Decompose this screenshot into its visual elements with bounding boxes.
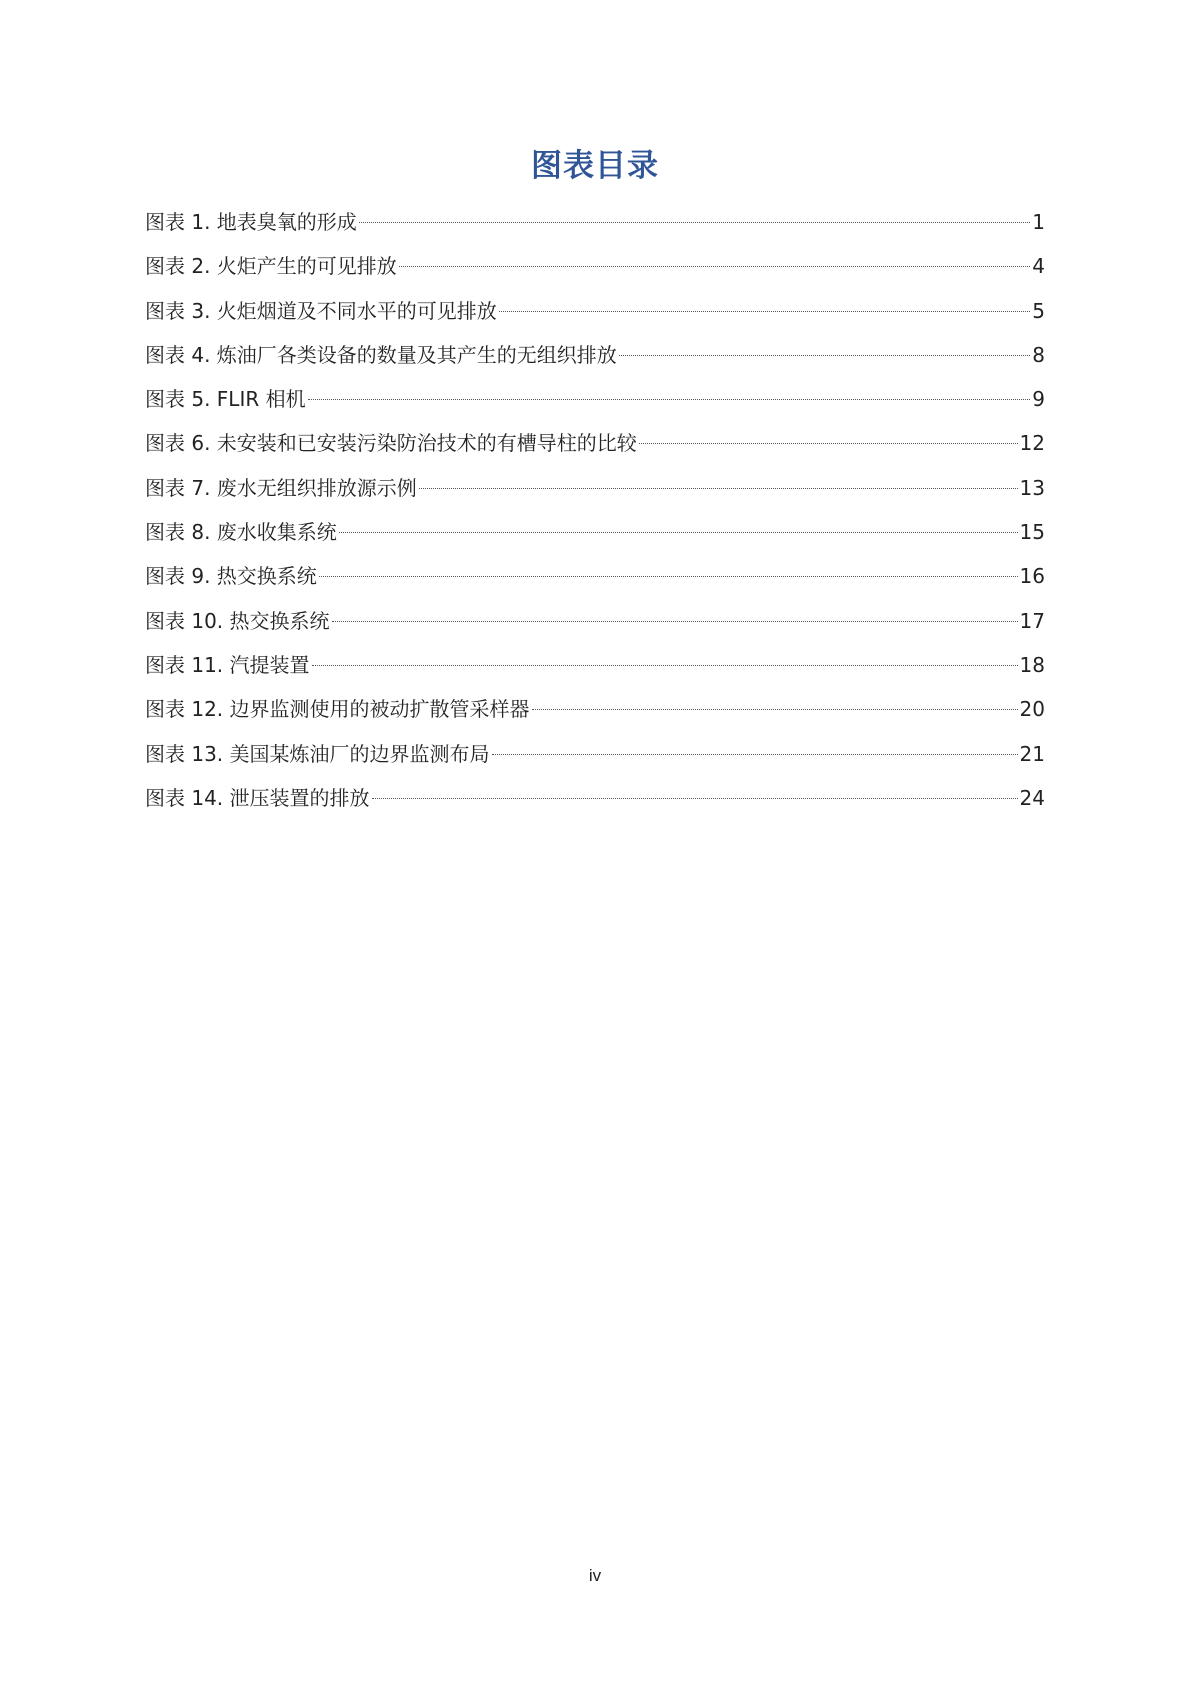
toc-entry-page: 18 — [1019, 652, 1045, 677]
toc-entry-page: 9 — [1032, 387, 1045, 412]
toc-entry[interactable] — [145, 289, 1045, 333]
toc-entry-label: 图表 11. 汽提装置 — [145, 652, 310, 677]
toc-entry[interactable] — [145, 643, 1045, 687]
toc-dot-leader — [308, 399, 1031, 400]
toc-entry-page: 24 — [1019, 785, 1045, 810]
toc-entry-page: 4 — [1032, 254, 1045, 279]
toc-dot-leader — [619, 355, 1030, 356]
toc-entry[interactable] — [145, 377, 1045, 421]
toc-entry-page: 1 — [1032, 210, 1045, 234]
toc-dot-leader — [312, 665, 1018, 666]
toc-entry-page: 13 — [1019, 475, 1045, 500]
toc-entry-page: 12 — [1019, 431, 1045, 456]
toc-dot-leader — [639, 443, 1018, 444]
toc-entry[interactable] — [145, 599, 1045, 643]
toc-dot-leader — [499, 311, 1030, 312]
toc-dot-leader — [332, 621, 1018, 622]
toc-entry-label: 图表 7. 废水无组织排放源示例 — [145, 475, 417, 500]
toc-entry-label: 图表 12. 边界监测使用的被动扩散管采样器 — [145, 697, 530, 722]
toc-entry[interactable] — [145, 732, 1045, 776]
toc-entry-page: 5 — [1032, 298, 1045, 323]
toc-entry-page: 16 — [1019, 564, 1045, 589]
toc-entry-page: 17 — [1019, 608, 1045, 633]
toc-entry[interactable] — [145, 554, 1045, 598]
toc-dot-leader — [339, 532, 1018, 533]
toc-entry-label: 图表 9. 热交换系统 — [145, 564, 317, 589]
toc-entry[interactable] — [145, 200, 1045, 244]
toc-entry-label: 图表 13. 美国某炼油厂的边界监测布局 — [145, 741, 490, 766]
toc-dot-leader — [419, 488, 1018, 489]
toc-entry-page: 20 — [1019, 697, 1045, 722]
toc-entry-label: 图表 3. 火炬烟道及不同水平的可见排放 — [145, 298, 497, 323]
page-title: 图表目录 — [531, 148, 659, 184]
table-of-figures — [145, 200, 1045, 820]
toc-dot-leader — [359, 222, 1030, 223]
toc-entry-label: 图表 2. 火炬产生的可见排放 — [145, 254, 397, 279]
toc-entry[interactable] — [145, 244, 1045, 288]
toc-entry-page: 15 — [1019, 520, 1045, 545]
toc-dot-leader — [399, 266, 1030, 267]
toc-entry-label: 图表 5. FLIR 相机 — [145, 387, 306, 412]
toc-entry[interactable] — [145, 333, 1045, 377]
toc-entry-page: 8 — [1032, 342, 1045, 367]
toc-entry-label: 图表 6. 未安装和已安装污染防治技术的有槽导柱的比较 — [145, 431, 637, 456]
toc-dot-leader — [492, 754, 1018, 755]
toc-entry-label: 图表 8. 废水收集系统 — [145, 520, 337, 545]
toc-entry-label: 图表 14. 泄压装置的排放 — [145, 785, 370, 810]
toc-entry-label: 图表 1. 地表臭氧的形成 — [145, 210, 357, 234]
toc-entry-label: 图表 10. 热交换系统 — [145, 608, 330, 633]
toc-entry[interactable] — [145, 687, 1045, 731]
toc-entry[interactable] — [145, 776, 1045, 820]
toc-dot-leader — [372, 798, 1018, 799]
toc-entry-page: 21 — [1019, 741, 1045, 766]
toc-entry-label: 图表 4. 炼油厂各类设备的数量及其产生的无组织排放 — [145, 342, 617, 367]
toc-entry[interactable] — [145, 510, 1045, 554]
toc-entry[interactable] — [145, 466, 1045, 510]
toc-dot-leader — [319, 576, 1018, 577]
toc-entry[interactable] — [145, 421, 1045, 465]
page-number: iv — [588, 1566, 602, 1585]
toc-dot-leader — [532, 709, 1018, 710]
